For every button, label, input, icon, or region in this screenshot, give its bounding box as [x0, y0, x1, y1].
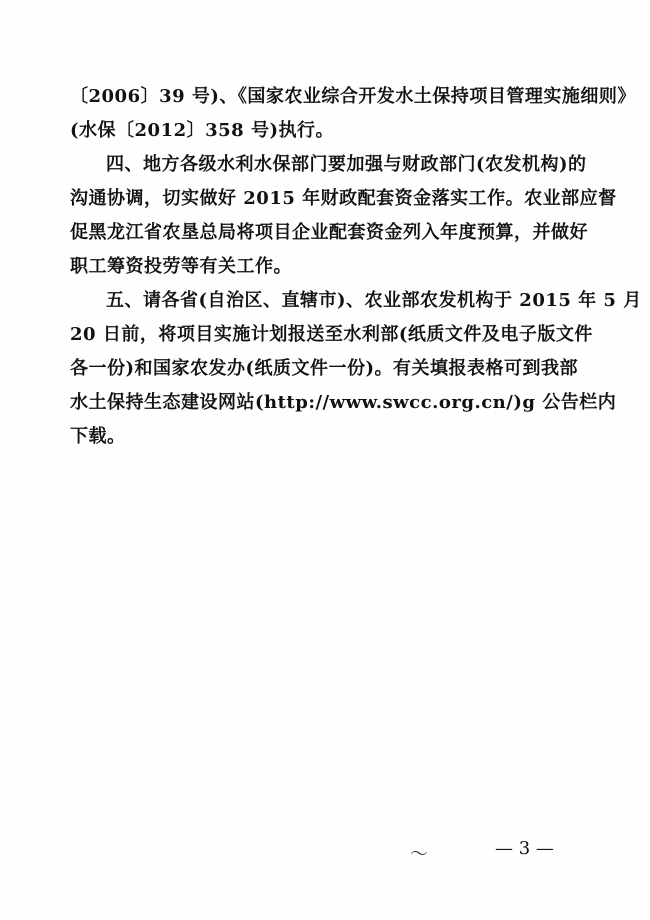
- text-line: 职工筹资投劳等有关工作。: [70, 256, 292, 277]
- text-line: 四、地方各级水利水保部门要加强与财政部门(农发机构)的: [106, 154, 587, 175]
- footer-mark: 〜: [410, 844, 428, 865]
- paragraph-continuation: [70, 80, 636, 148]
- text-line: 下载。: [70, 426, 126, 447]
- text-line: 水土保持生态建设网站(http://www.swcc.org.cn/)g 公告栏内: [70, 392, 617, 413]
- paragraph-item-five: [70, 284, 642, 454]
- text-line: 20 日前，将项目实施计划报送至水利部(纸质文件及电子版文件: [70, 324, 593, 345]
- text-line: 沟通协调，切实做好 2015 年财政配套资金落实工作。农业部应督: [70, 188, 617, 209]
- text-line: 促黑龙江省农垦总局将项目企业配套资金列入年度预算，并做好: [70, 222, 588, 243]
- text-line: 〔2006〕39 号)、《国家农业综合开发水土保持项目管理实施细则》: [70, 86, 636, 107]
- paragraph-item-four: [70, 148, 617, 284]
- page-number: — 3 —: [495, 838, 554, 859]
- text-line: 各一份)和国家农发办(纸质文件一份)。有关填报表格可到我部: [70, 358, 579, 379]
- text-line: 五、请各省(自治区、直辖市)、农业部农发机构于 2015 年 5 月: [106, 290, 642, 311]
- text-line: (水保〔2012〕358 号)执行。: [70, 120, 334, 141]
